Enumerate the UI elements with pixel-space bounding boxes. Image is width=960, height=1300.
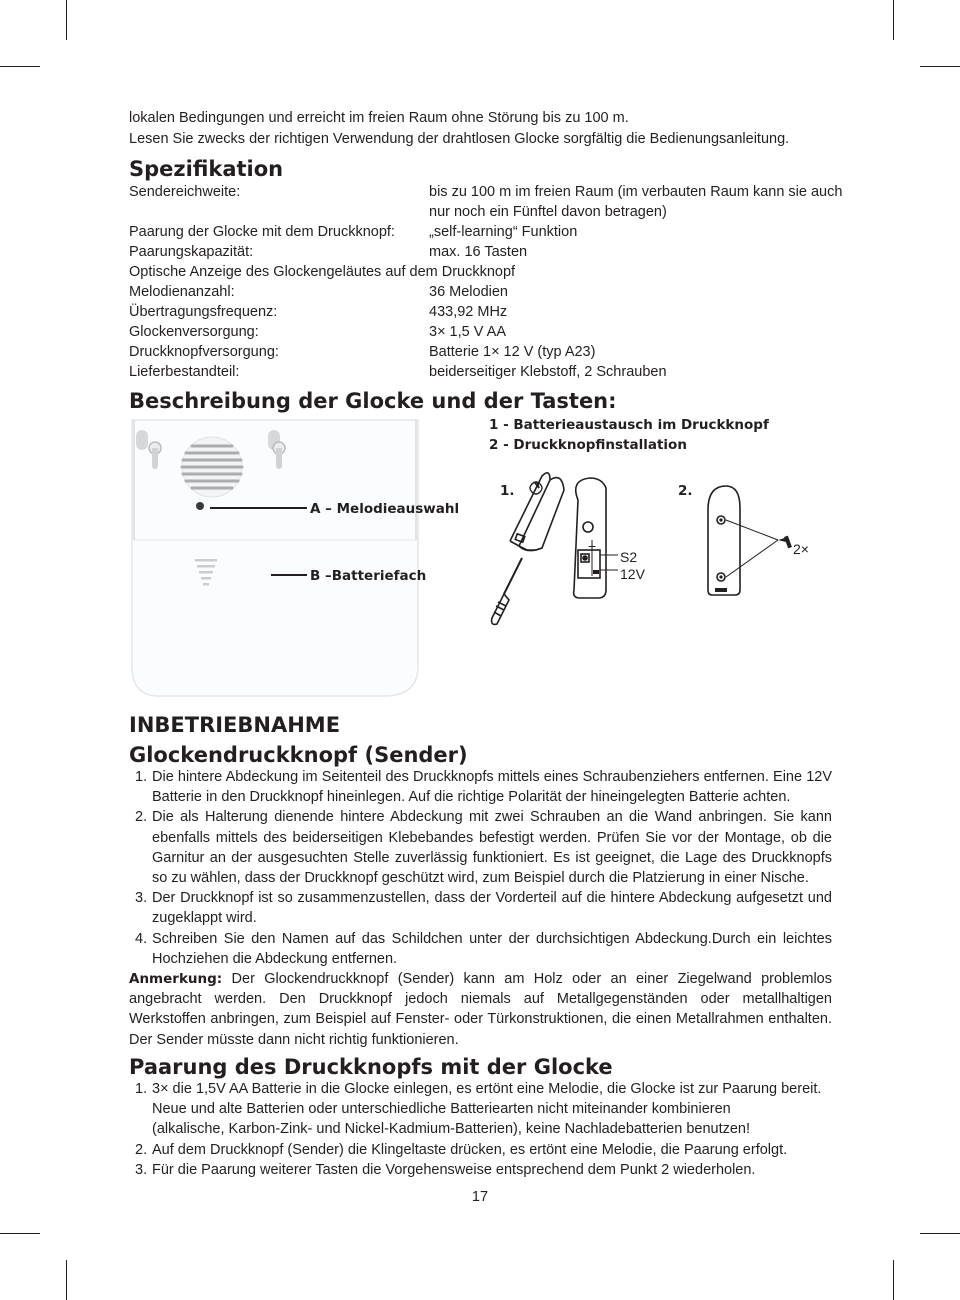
spec-heading: Spezifikation <box>129 157 284 181</box>
list-text-extra: Neue und alte Batterien oder unterschiedliche Batteriearten nicht miteinander kombinieren <box>152 1101 731 1118</box>
list-item <box>129 807 832 888</box>
intro-line-1: lokalen Bedingungen und erreicht im freien Raum ohne Störung bis zu 100 m. <box>129 110 629 126</box>
screws-count: 2× <box>793 541 809 557</box>
spec-value: 433,92 MHz <box>429 304 508 320</box>
crop-mark <box>0 66 40 67</box>
list-item <box>129 1160 832 1180</box>
crop-mark <box>893 0 894 40</box>
spec-label: Glockenversorgung: <box>129 324 259 340</box>
pairing-list <box>129 1079 832 1180</box>
spec-label: Übertragungsfrequenz: <box>129 304 278 320</box>
crop-mark <box>920 1233 960 1234</box>
list-text: Schreiben Sie den Namen auf das Schildchen unter der durchsichtigen Abdeckung.Durch ein leichtes Hochziehen die Abdeckung entfernen. <box>152 930 832 967</box>
crop-mark <box>920 66 960 67</box>
sender-subheading: Glockendruckknopf (Sender) <box>129 743 468 767</box>
intro-line-2: Lesen Sie zwecks der richtigen Verwendung der drahtlosen Glocke sorgfältig die Bedienungsanleitung. <box>129 131 790 147</box>
description-heading: Beschreibung der Glocke und der Tasten: <box>129 389 617 413</box>
spec-label: Lieferbestandteil: <box>129 364 240 380</box>
list-text: 3× die 1,5V AA Batterie in die Glocke einlegen, es ertönt eine Melodie, die Glocke ist zur Paarung bereit. <box>152 1081 822 1097</box>
pointer-line-a <box>210 507 307 509</box>
crop-mark <box>66 0 67 40</box>
list-text: Für die Paarung weiterer Tasten die Vorgehensweise entsprechend dem Punkt 2 wiederholen. <box>152 1161 756 1178</box>
spec-value: beiderseitiger Klebstoff, 2 Schrauben <box>429 364 667 380</box>
list-text: Der Druckknopf ist so zusammenzustellen, dass der Vorderteil auf die hintere Abdeckung aufgesetzt und zugeklappt wird. <box>152 890 832 927</box>
list-text: Die als Halterung dienende hintere Abdeckung mit zwei Schrauben an die Wand anbringen. Sie kann ebenfalls mittels des beiderseitigen Klebebandes befestigt werden. Prüfen Sie vor der Montage, ob die Garnitur an der ausgesuchten Stelle zuverlässig funktioniert. Es ist geeignet, die Lage des Druckknopfs so zu wählen, dass der Druckknopf geschützt wird, zum Beispiel durch die Platzierung in einer Nische. <box>152 809 832 887</box>
spec-label: Paarung der Glocke mit dem Druckknopf: <box>129 224 395 240</box>
list-number: 1. <box>135 1081 148 1097</box>
figure-1-number: 1. <box>500 483 515 499</box>
plus-sign: + <box>588 538 597 554</box>
list-item <box>129 888 832 928</box>
step-1-label: 1 - Batterieaustausch im Druckknopf <box>489 417 769 433</box>
spec-label: Optische Anzeige des Glockengeläutes auf dem Druckknopf <box>129 264 516 280</box>
list-number: 3. <box>135 1161 148 1178</box>
spec-value: 3× 1,5 V AA <box>429 324 506 340</box>
spec-value: max. 16 Tasten <box>429 244 528 260</box>
spec-value: „self-learning“ Funktion <box>429 224 578 240</box>
list-text: Die hintere Abdeckung im Seitenteil des Druckknopfs mittels eines Schraubenziehers entfernen. Eine 12V Batterie in den Druckknopf hineinlegen. Auf die richtige Polarität der hineingelegten Batterie achten. <box>152 769 832 806</box>
step-2-label: 2 - Druckknopfinstallation <box>489 437 687 453</box>
pairing-heading: Paarung des Druckknopfs mit der Glocke <box>129 1055 613 1079</box>
list-number: 2. <box>135 809 148 826</box>
note-label: Anmerkung: <box>129 971 223 987</box>
spec-label: Sendereichweite: <box>129 184 241 200</box>
spec-value: Batterie 1× 12 V (typ A23) <box>429 344 596 360</box>
list-number: 2. <box>135 1141 148 1158</box>
setup-list <box>129 767 832 969</box>
pointer-line-b <box>271 574 307 576</box>
v12-label: 12V <box>620 566 645 582</box>
list-item <box>129 929 832 969</box>
figure-2-number: 2. <box>678 483 693 499</box>
setup-heading: INBETRIEBNAHME <box>129 713 341 737</box>
crop-mark <box>893 1260 894 1300</box>
list-number: 3. <box>135 890 148 907</box>
list-item <box>129 767 832 807</box>
list-text: Auf dem Druckknopf (Sender) die Klingeltaste drücken, es ertönt eine Melodie, die Paarung erfolgt. <box>152 1141 788 1158</box>
list-number: 1. <box>135 769 148 785</box>
crop-mark <box>66 1260 67 1300</box>
s2-label: S2 <box>620 549 638 565</box>
spec-label: Druckknopfversorgung: <box>129 344 279 360</box>
list-item <box>129 1079 832 1140</box>
label-a-melody: A – Melodieauswahl <box>310 501 460 517</box>
spec-label: Melodienanzahl: <box>129 284 235 300</box>
list-item <box>129 1140 832 1160</box>
note-paragraph <box>129 969 832 1050</box>
crop-mark <box>0 1233 40 1234</box>
spec-label: Paarungskapazität: <box>129 244 254 260</box>
note-text: Der Glockendruckknopf (Sender) kann am Holz oder an einer Ziegelwand problemlos angebracht werden. Den Druckknopf jedoch niemals auf Metallgegenständen oder metallhaltigen Werkstoffen anbringen, zum Beispiel auf Fenster- oder Türkonstruktionen, die einen Metallrahmen enthalten. Der Sender müsste dann nicht richtig funktionieren. <box>129 971 832 1048</box>
spec-value: bis zu 100 m im freien Raum (im verbauten Raum kann sie auch nur noch ein Fünftel davon betragen) <box>429 184 843 220</box>
label-b-battery: B –Batteriefach <box>310 568 427 584</box>
doorbell-illustration <box>120 412 425 710</box>
list-number: 4. <box>135 930 148 947</box>
page-number: 17 <box>471 1189 489 1205</box>
spec-value: 36 Melodien <box>429 284 508 300</box>
list-text-extra: (alkalische, Karbon-Zink- und Nickel-Kadmium-Batterien), keine Nachladebatterien benutzen! <box>152 1121 751 1138</box>
